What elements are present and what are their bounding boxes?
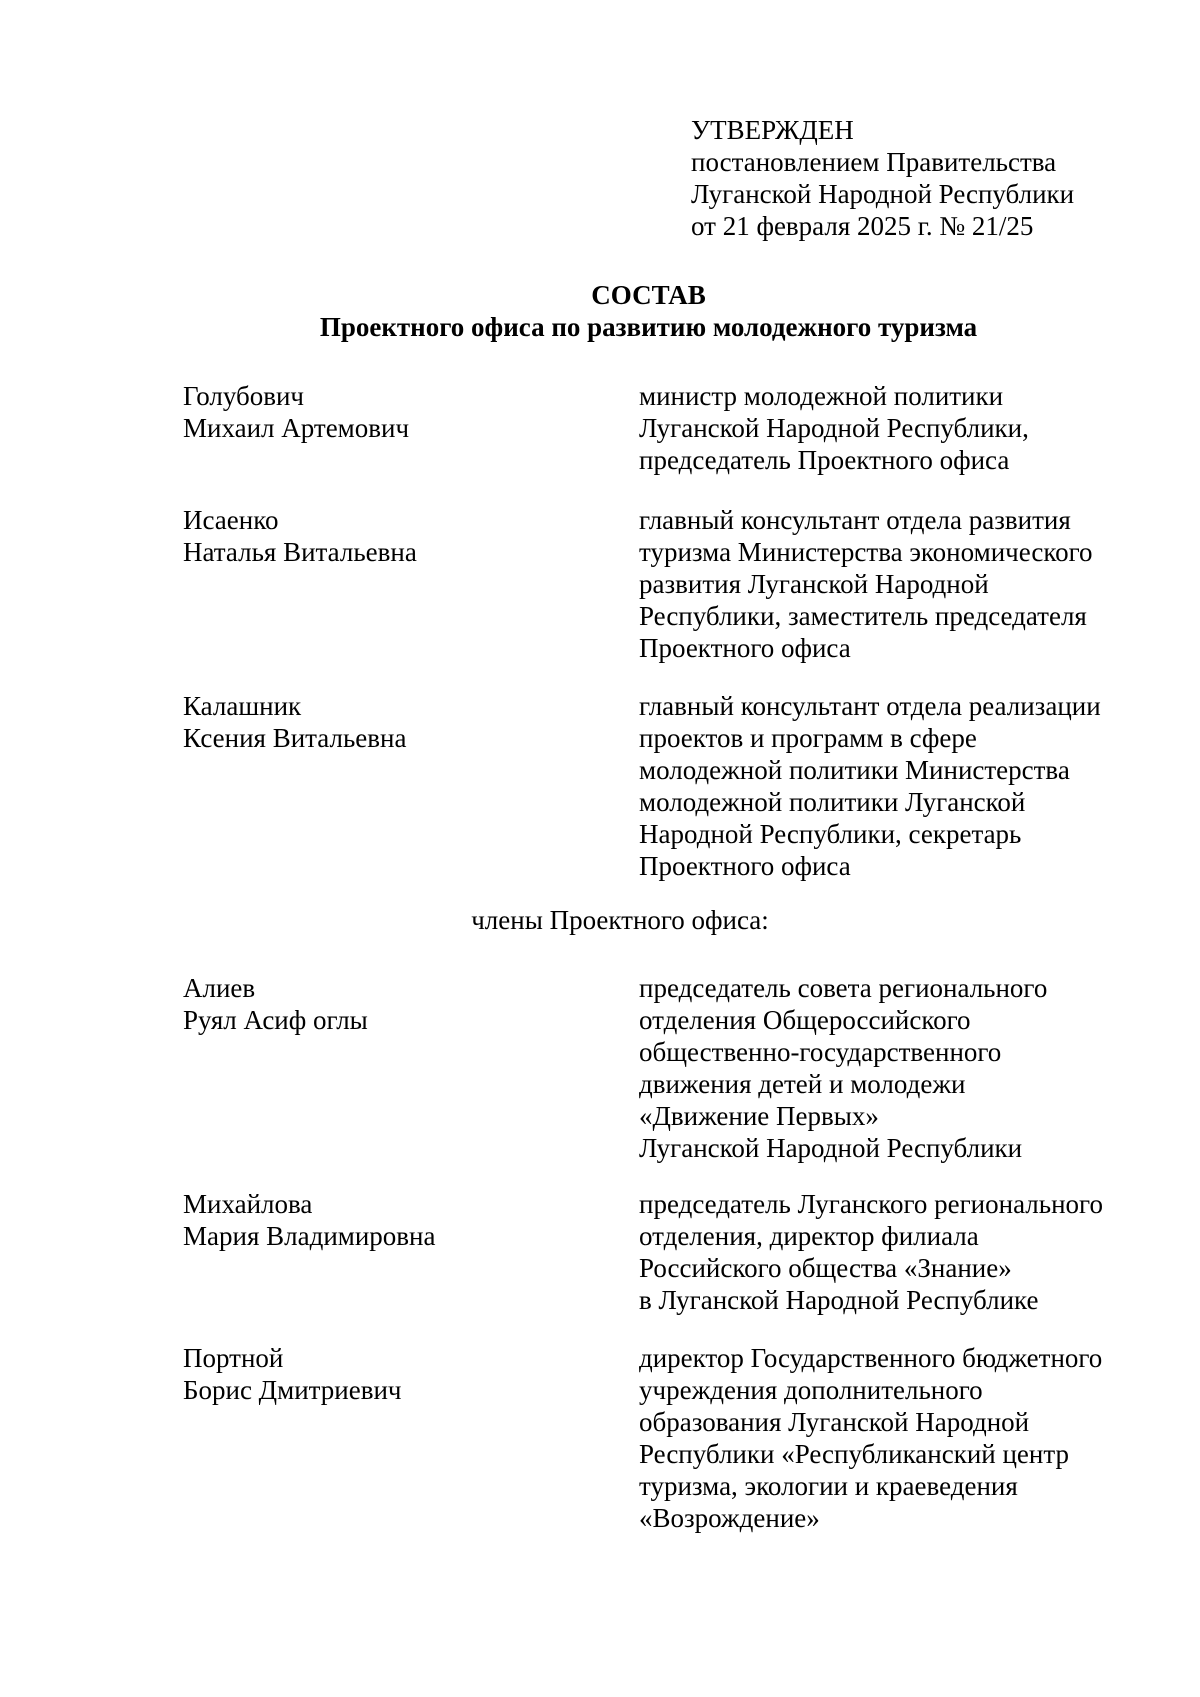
position-line: образования Луганской Народной [639,1407,1030,1437]
member-name [183,380,603,444]
document-title: СОСТАВ [591,280,706,310]
member-given-names: Руял Асиф оглы [183,1005,368,1035]
position-line: движения детей и молодежи [639,1069,966,1099]
member-surname: Голубович [183,381,305,411]
member-position [639,1188,1149,1316]
position-line: главный консультант отдела развития [639,505,1071,535]
position-line: Луганской Народной Республики, [639,413,1029,443]
position-line: молодежной политики Министерства [639,755,1070,785]
member-position [639,380,1149,476]
member-given-names: Мария Владимировна [183,1221,436,1251]
approval-stamp [691,114,1161,242]
position-line: Луганской Народной Республики [639,1133,1023,1163]
position-line: отделения Общероссийского [639,1005,971,1035]
position-line: председатель Луганского регионального [639,1189,1103,1219]
position-line: Республики, заместитель председателя [639,601,1087,631]
position-line: Проектного офиса [639,851,851,881]
member-given-names: Наталья Витальевна [183,537,417,567]
member-surname: Михайлова [183,1189,313,1219]
approval-line: Луганской Народной Республики [691,179,1075,209]
member-position [639,504,1149,664]
position-line: молодежной политики Луганской [639,787,1026,817]
position-line: туризма, экологии и краеведения [639,1471,1018,1501]
position-line: Народной Республики, секретарь [639,819,1022,849]
member-name [183,504,603,568]
member-surname: Калашник [183,691,302,721]
position-line: «Движение Первых» [639,1101,879,1131]
member-position [639,972,1149,1164]
member-position [639,690,1149,882]
member-name [183,690,603,754]
position-line: министр молодежной политики [639,381,1004,411]
member-name [183,1188,603,1252]
member-surname: Исаенко [183,505,279,535]
position-line: отделения, директор филиала [639,1221,979,1251]
position-line: проектов и программ в сфере [639,723,977,753]
member-surname: Портной [183,1343,284,1373]
document-subtitle: Проектного офиса по развитию молодежного туризма [319,312,978,342]
position-line: директор Государственного бюджетного [639,1343,1103,1373]
position-line: развития Луганской Народной [639,569,989,599]
position-line: Российского общества «Знание» [639,1253,1012,1283]
member-position [639,1342,1149,1534]
member-given-names: Михаил Артемович [183,413,410,443]
document-title-block [0,279,1200,343]
members-heading: члены Проектного офиса: [471,905,769,935]
position-line: председатель совета регионального [639,973,1048,1003]
approval-line: от 21 февраля 2025 г. № 21/25 [691,211,1034,241]
position-line: председатель Проектного офиса [639,445,1010,475]
member-name [183,1342,603,1406]
position-line: общественно-государственного [639,1037,1002,1067]
member-name [183,972,603,1036]
position-line: туризма Министерства экономического [639,537,1093,567]
member-given-names: Ксения Витальевна [183,723,407,753]
approval-line: постановлением Правительства [691,147,1057,177]
position-line: Проектного офиса [639,633,851,663]
member-surname: Алиев [183,973,256,1003]
member-given-names: Борис Дмитриевич [183,1375,402,1405]
position-line: Республики «Республиканский центр [639,1439,1069,1469]
position-line: «Возрождение» [639,1503,820,1533]
approval-line: УТВЕРЖДЕН [691,115,854,145]
position-line: в Луганской Народной Республике [639,1285,1039,1315]
position-line: учреждения дополнительного [639,1375,983,1405]
position-line: главный консультант отдела реализации [639,691,1101,721]
